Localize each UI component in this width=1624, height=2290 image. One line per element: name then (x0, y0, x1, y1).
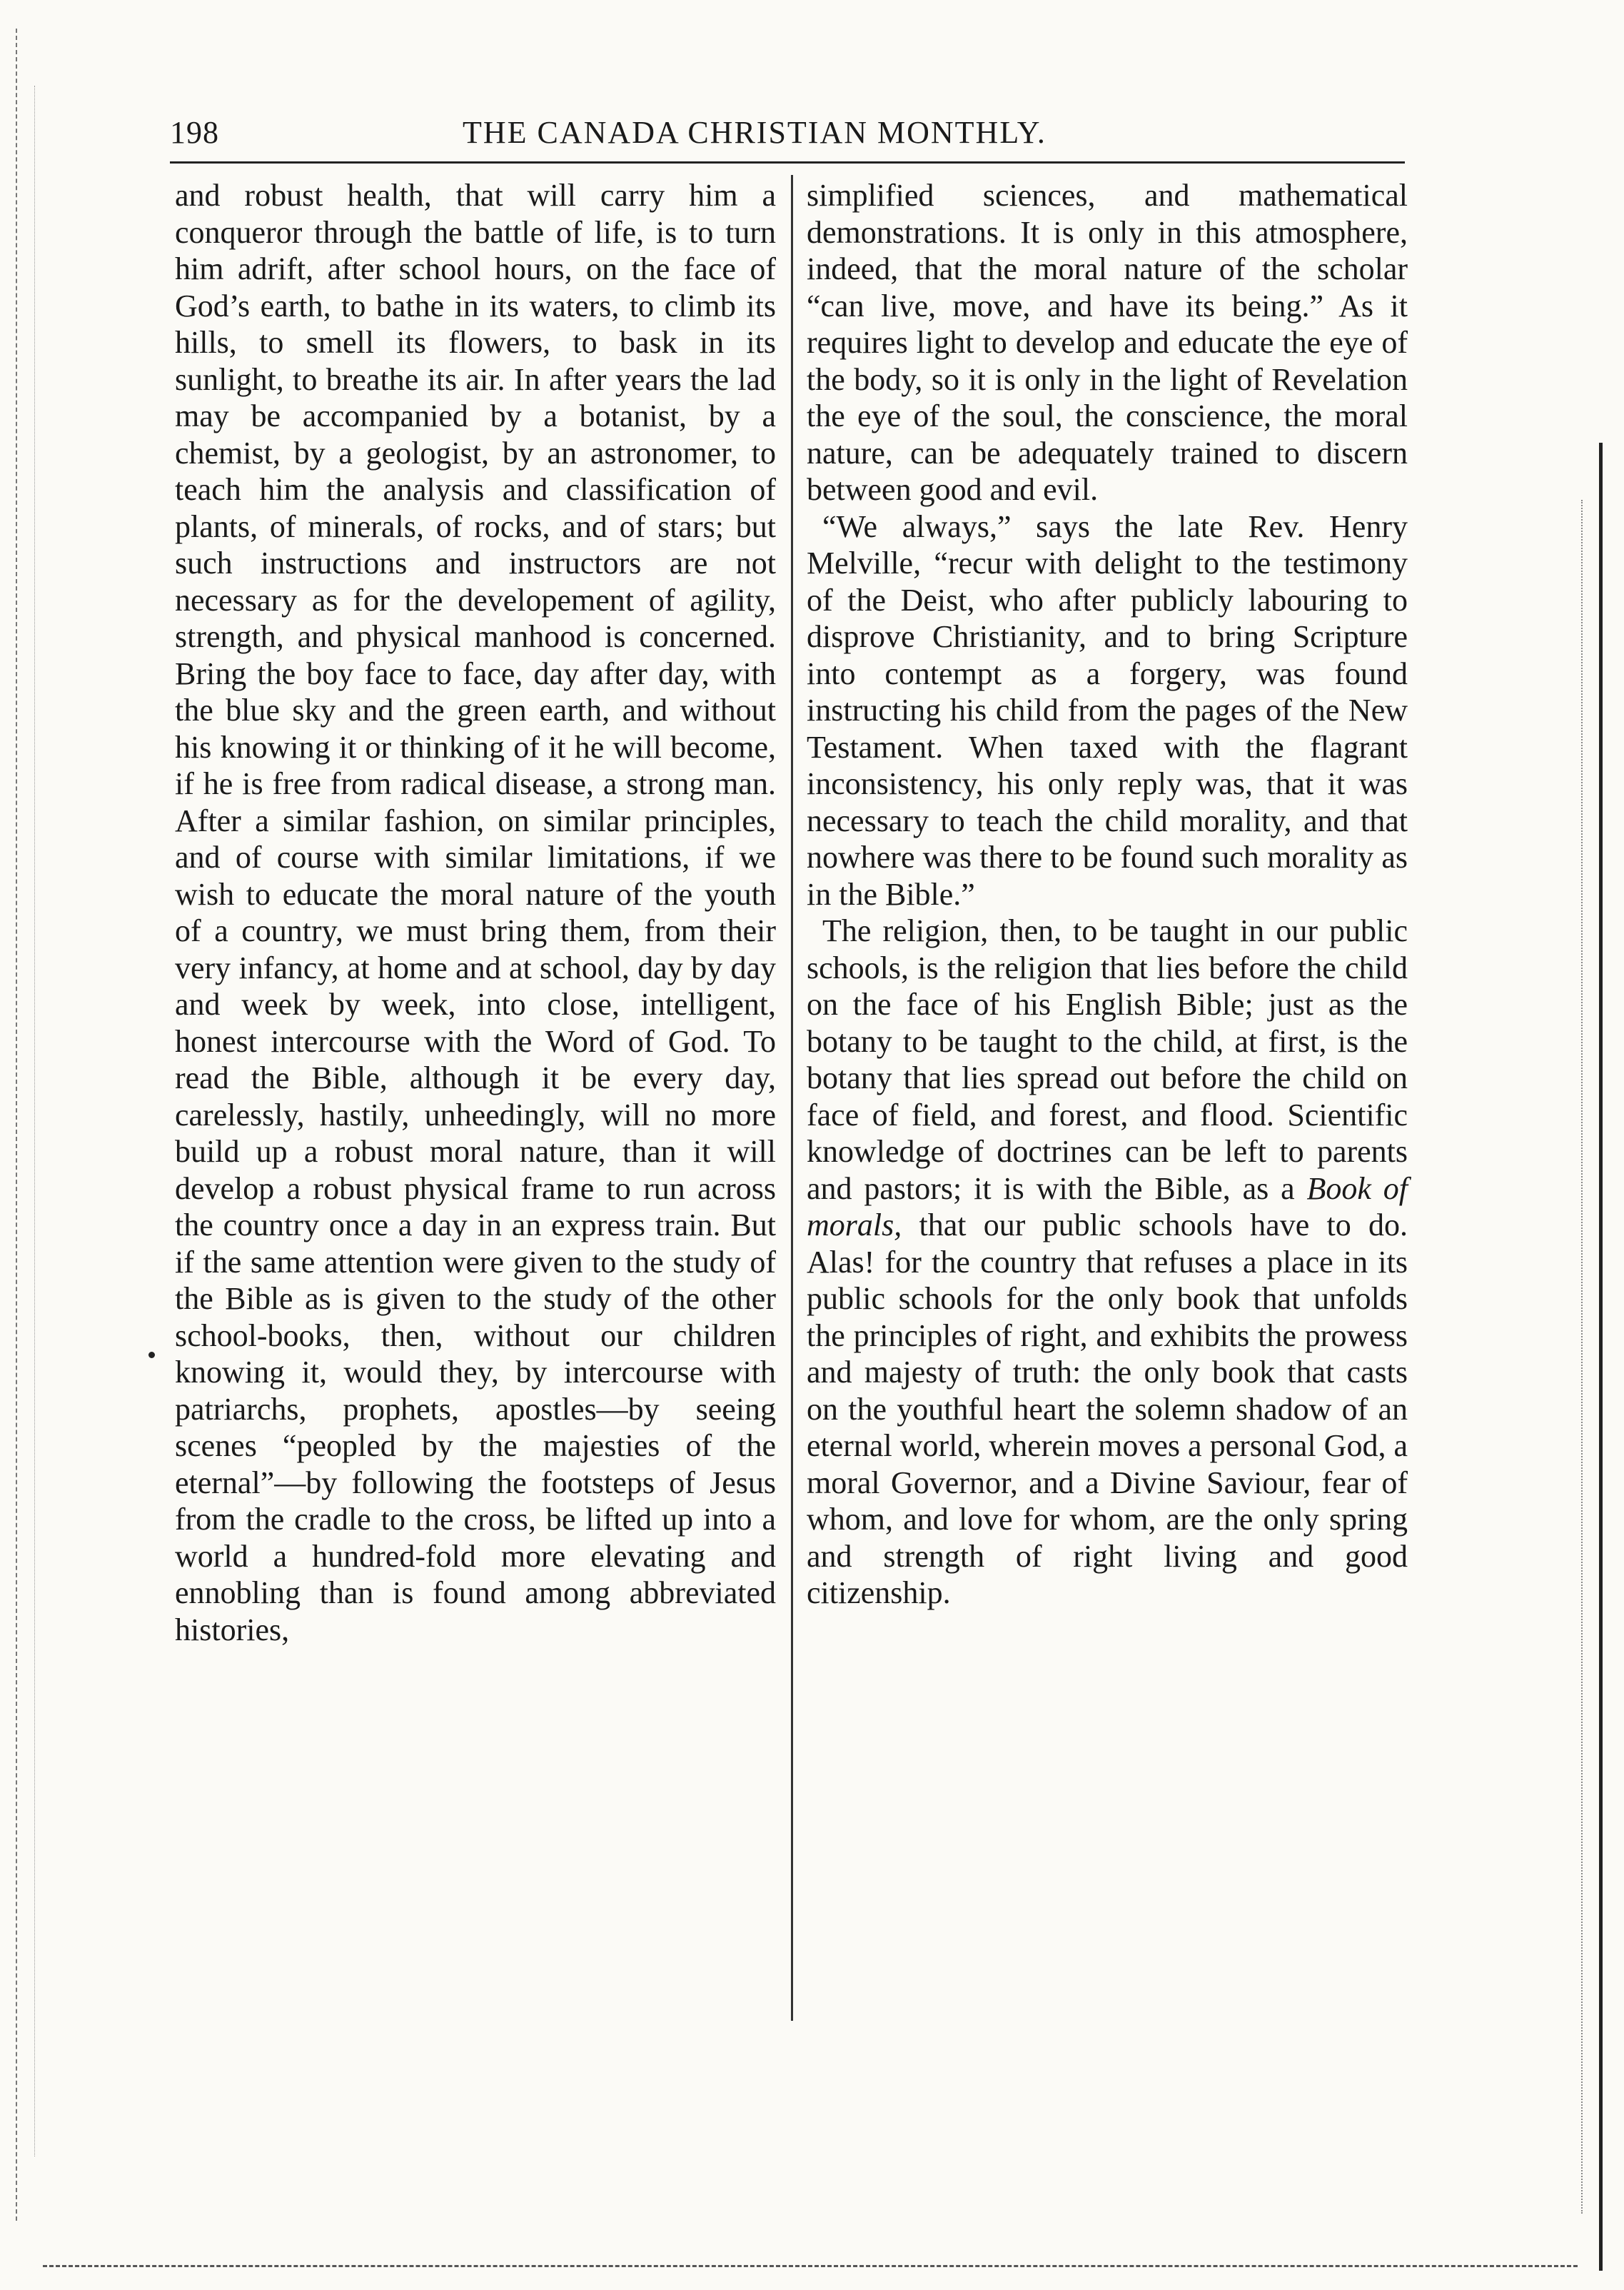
paragraph-3-text-b: that our public schools have to do. Alas! for the country that refuses a place in its public schools for the only book that unfolds the principles of right, and exhibits the prowess and majesty of truth: the only book that casts on the youthful heart the solemn shadow of an eternal world, wherein moves a personal God, a moral Governor, and a Divine Saviour, fear of whom, and love for whom, are the only spring and strength of right living and good citizenship. (807, 1207, 1408, 1610)
header-rule (170, 161, 1405, 164)
scan-edge-left-inner (34, 86, 35, 2156)
left-column-paragraph: and robust health, that will carry him a conqueror through the battle of life, is to turn him adrift, after school hours, on the face of God’s earth, to bathe in its waters, to climb its hills, to smell its flowers, to bask in its sunlight, to breathe its air. In after years the lad may be accompanied by a botanist, by a chemist, by a geologist, by an astronomer, to teach him the analysis and classification of plants, of minerals, of rocks, and of stars; but such instructions and instructors are not necessary as for the developement of agility, strength, and physical manhood is concerned. Bring the boy face to face, day after day, with the blue sky and the green earth, and without his knowing it or thinking of it he will become, if he is free from radical disease, a strong man. After a similar fashion, on similar principles, and of course with similar limitations, if we wish to educate the moral nature of the youth of a country, we must bring them, from their very infancy, at home and at school, day by day and week by week, into close, intelligent, honest intercourse with the Word of God. To read the Bible, although it be every day, carelessly, hastily, unheedingly, will no more build up a robust moral nature, than it will develop a robust physical frame to run across the country once a day in an express train. But if the same attention were given to the study of the Bible as is given to the study of the other school-books, then, without our children knowing it, would they, by intercourse with patriarchs, prophets, apostles—by seeing scenes “peopled by the majesties of the eternal”—by following the footsteps of Jesus from the cradle to the cross, be lifted up into a world a hundred-fold more elevating and ennobling than is found among abbreviated histories, (175, 178, 776, 1647)
column-divider (791, 175, 793, 2021)
scan-edge-right-inner (1581, 500, 1583, 2214)
right-column-paragraph-1: simplified sciences, and mathematical demonstrations. It is only in this atmosphere, indeed, that the moral nature of the scholar “can live, move, and have its being.” As it requires light to develop and educate the eye of the body, so it is only in the light of Revelation the eye of the soul, the conscience, the moral nature, can be adequately trained to discern between good and evil. (807, 178, 1408, 507)
running-header (170, 107, 1405, 157)
left-column (175, 177, 776, 1648)
page-number: 198 (170, 115, 219, 150)
right-column-paragraph-2: “We always,” says the late Rev. Henry Melville, “recur with delight to the testimony of the Deist, who after publicly labouring to disprove Christianity, and to bring Scripture into contempt as a forgery, was found instructing his child from the pages of the New Testament. When taxed with the flagrant inconsistency, his only reply was, that it was necessary to teach the child morality, and that nowhere was there to be found such morality as in the Bible.” (807, 508, 1408, 912)
right-column-paragraph-3 (807, 913, 1408, 1612)
right-column (807, 177, 1408, 1612)
book-of-morals-italic: Book of morals, (807, 1170, 1408, 1242)
scan-edge-bottom (43, 2265, 1578, 2267)
margin-mark (148, 1352, 155, 1358)
paragraph-3-text-a: The religion, then, to be taught in our public schools, is the religion that lies before the child on the face of his English Bible; just as the botany to be taught to the child, at first, is the botany that lies spread out before the child on face of field, and forest, and flood. Scientific knowledge of doctrines can be left to parents and pastors; it is with the Bible, as a (807, 913, 1408, 1206)
scan-edge-right (1599, 443, 1603, 2271)
running-title: THE CANADA CHRISTIAN MONTHLY. (463, 115, 1046, 150)
scan-edge-left (16, 29, 17, 2221)
